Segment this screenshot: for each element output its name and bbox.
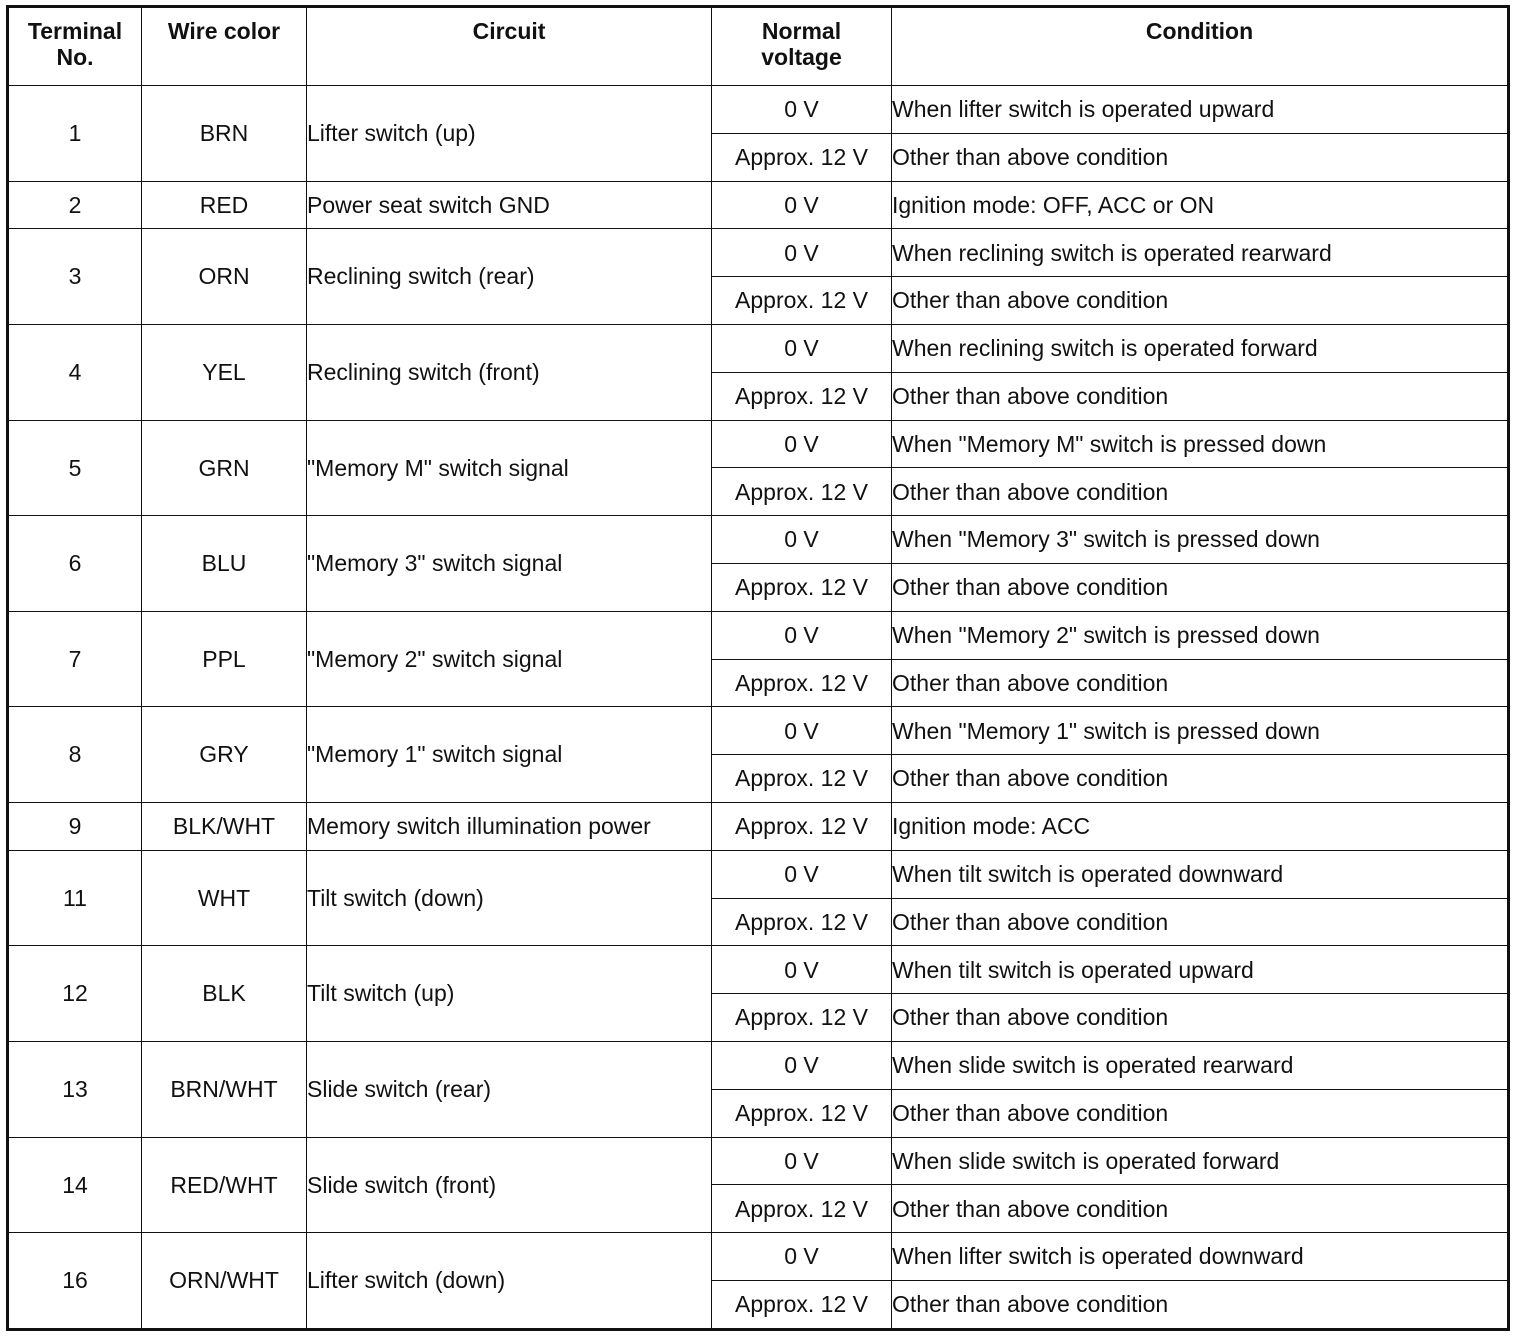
normal-voltage-cell: 0 V [712,1137,892,1185]
condition-cell: Other than above condition [892,1280,1509,1329]
circuit-cell: Lifter switch (down) [307,1233,712,1330]
wire-color-cell: GRY [142,707,307,803]
normal-voltage-cell: 0 V [712,229,892,277]
table-row [8,420,1509,468]
circuit-cell: "Memory 2" switch signal [307,611,712,707]
condition-cell: Other than above condition [892,563,1509,611]
condition-cell: Other than above condition [892,468,1509,516]
header-wire-color: Wire color [142,7,307,86]
normal-voltage-cell: Approx. 12 V [712,133,892,181]
terminal-number-cell: 4 [8,324,142,420]
normal-voltage-cell: 0 V [712,420,892,468]
table-row [8,324,1509,372]
wire-color-cell: RED [142,181,307,229]
wire-color-cell: BLK/WHT [142,802,307,850]
normal-voltage-cell: Approx. 12 V [712,277,892,325]
condition-cell: When reclining switch is operated rearward [892,229,1509,277]
condition-cell: When slide switch is operated forward [892,1137,1509,1185]
condition-cell: Other than above condition [892,1185,1509,1233]
condition-cell: When reclining switch is operated forward [892,324,1509,372]
terminal-number-cell: 12 [8,946,142,1042]
header-condition: Condition [892,7,1509,86]
condition-cell: Ignition mode: ACC [892,802,1509,850]
terminal-number-cell: 5 [8,420,142,516]
wire-color-cell: BRN [142,86,307,182]
normal-voltage-cell: 0 V [712,181,892,229]
circuit-cell: "Memory M" switch signal [307,420,712,516]
condition-cell: When lifter switch is operated downward [892,1233,1509,1281]
circuit-cell: "Memory 1" switch signal [307,707,712,803]
wire-color-cell: GRN [142,420,307,516]
table-row [8,802,1509,850]
condition-cell: When slide switch is operated rearward [892,1041,1509,1089]
condition-cell: Other than above condition [892,755,1509,803]
normal-voltage-cell: 0 V [712,86,892,134]
header-row [8,7,1509,86]
normal-voltage-cell: 0 V [712,1233,892,1281]
normal-voltage-cell: 0 V [712,324,892,372]
condition-cell: When lifter switch is operated upward [892,86,1509,134]
header-circuit: Circuit [307,7,712,86]
table-row [8,707,1509,755]
normal-voltage-cell: Approx. 12 V [712,994,892,1042]
wire-color-cell: RED/WHT [142,1137,307,1233]
table-row [8,946,1509,994]
wire-color-cell: ORN/WHT [142,1233,307,1330]
normal-voltage-cell: Approx. 12 V [712,1089,892,1137]
normal-voltage-cell: Approx. 12 V [712,755,892,803]
condition-cell: When "Memory 2" switch is pressed down [892,611,1509,659]
header-terminal-no: Terminal No. [8,7,142,86]
normal-voltage-cell: Approx. 12 V [712,802,892,850]
condition-cell: Other than above condition [892,994,1509,1042]
normal-voltage-cell: 0 V [712,516,892,564]
condition-cell: Ignition mode: OFF, ACC or ON [892,181,1509,229]
normal-voltage-cell: Approx. 12 V [712,563,892,611]
condition-cell: Other than above condition [892,898,1509,946]
terminal-number-cell: 3 [8,229,142,325]
circuit-cell: Tilt switch (up) [307,946,712,1042]
condition-cell: When tilt switch is operated downward [892,850,1509,898]
normal-voltage-cell: 0 V [712,850,892,898]
table-row [8,1137,1509,1185]
table-row [8,86,1509,134]
terminal-number-cell: 8 [8,707,142,803]
circuit-cell: Power seat switch GND [307,181,712,229]
normal-voltage-cell: Approx. 12 V [712,1185,892,1233]
condition-cell: When tilt switch is operated upward [892,946,1509,994]
condition-cell: When "Memory 3" switch is pressed down [892,516,1509,564]
normal-voltage-cell: 0 V [712,707,892,755]
terminal-number-cell: 2 [8,181,142,229]
wire-color-cell: BRN/WHT [142,1041,307,1137]
circuit-cell: Slide switch (rear) [307,1041,712,1137]
wire-color-cell: YEL [142,324,307,420]
terminal-inspection-table [6,5,1510,1331]
circuit-cell: "Memory 3" switch signal [307,516,712,612]
normal-voltage-cell: Approx. 12 V [712,1280,892,1329]
table-row [8,229,1509,277]
terminal-number-cell: 7 [8,611,142,707]
terminal-number-cell: 1 [8,86,142,182]
normal-voltage-cell: 0 V [712,946,892,994]
wire-color-cell: BLK [142,946,307,1042]
table-row [8,181,1509,229]
circuit-cell: Slide switch (front) [307,1137,712,1233]
condition-cell: Other than above condition [892,372,1509,420]
condition-cell: Other than above condition [892,1089,1509,1137]
normal-voltage-cell: 0 V [712,611,892,659]
terminal-number-cell: 13 [8,1041,142,1137]
normal-voltage-cell: Approx. 12 V [712,372,892,420]
header-normal-voltage: Normal voltage [712,7,892,86]
table-row [8,850,1509,898]
circuit-cell: Reclining switch (rear) [307,229,712,325]
table-header [8,7,1509,86]
normal-voltage-cell: Approx. 12 V [712,659,892,707]
table-body [8,86,1509,1330]
circuit-cell: Tilt switch (down) [307,850,712,946]
table-row [8,1041,1509,1089]
terminal-number-cell: 9 [8,802,142,850]
terminal-number-cell: 16 [8,1233,142,1330]
normal-voltage-cell: Approx. 12 V [712,468,892,516]
terminal-number-cell: 14 [8,1137,142,1233]
wire-color-cell: WHT [142,850,307,946]
condition-cell: Other than above condition [892,277,1509,325]
condition-cell: Other than above condition [892,659,1509,707]
condition-cell: When "Memory 1" switch is pressed down [892,707,1509,755]
table-row [8,1233,1509,1281]
normal-voltage-cell: Approx. 12 V [712,898,892,946]
terminal-number-cell: 6 [8,516,142,612]
terminal-number-cell: 11 [8,850,142,946]
condition-cell: Other than above condition [892,133,1509,181]
wire-color-cell: PPL [142,611,307,707]
wire-color-cell: BLU [142,516,307,612]
table-row [8,611,1509,659]
circuit-cell: Lifter switch (up) [307,86,712,182]
table-row [8,516,1509,564]
normal-voltage-cell: 0 V [712,1041,892,1089]
wire-color-cell: ORN [142,229,307,325]
circuit-cell: Reclining switch (front) [307,324,712,420]
circuit-cell: Memory switch illumination power [307,802,712,850]
condition-cell: When "Memory M" switch is pressed down [892,420,1509,468]
